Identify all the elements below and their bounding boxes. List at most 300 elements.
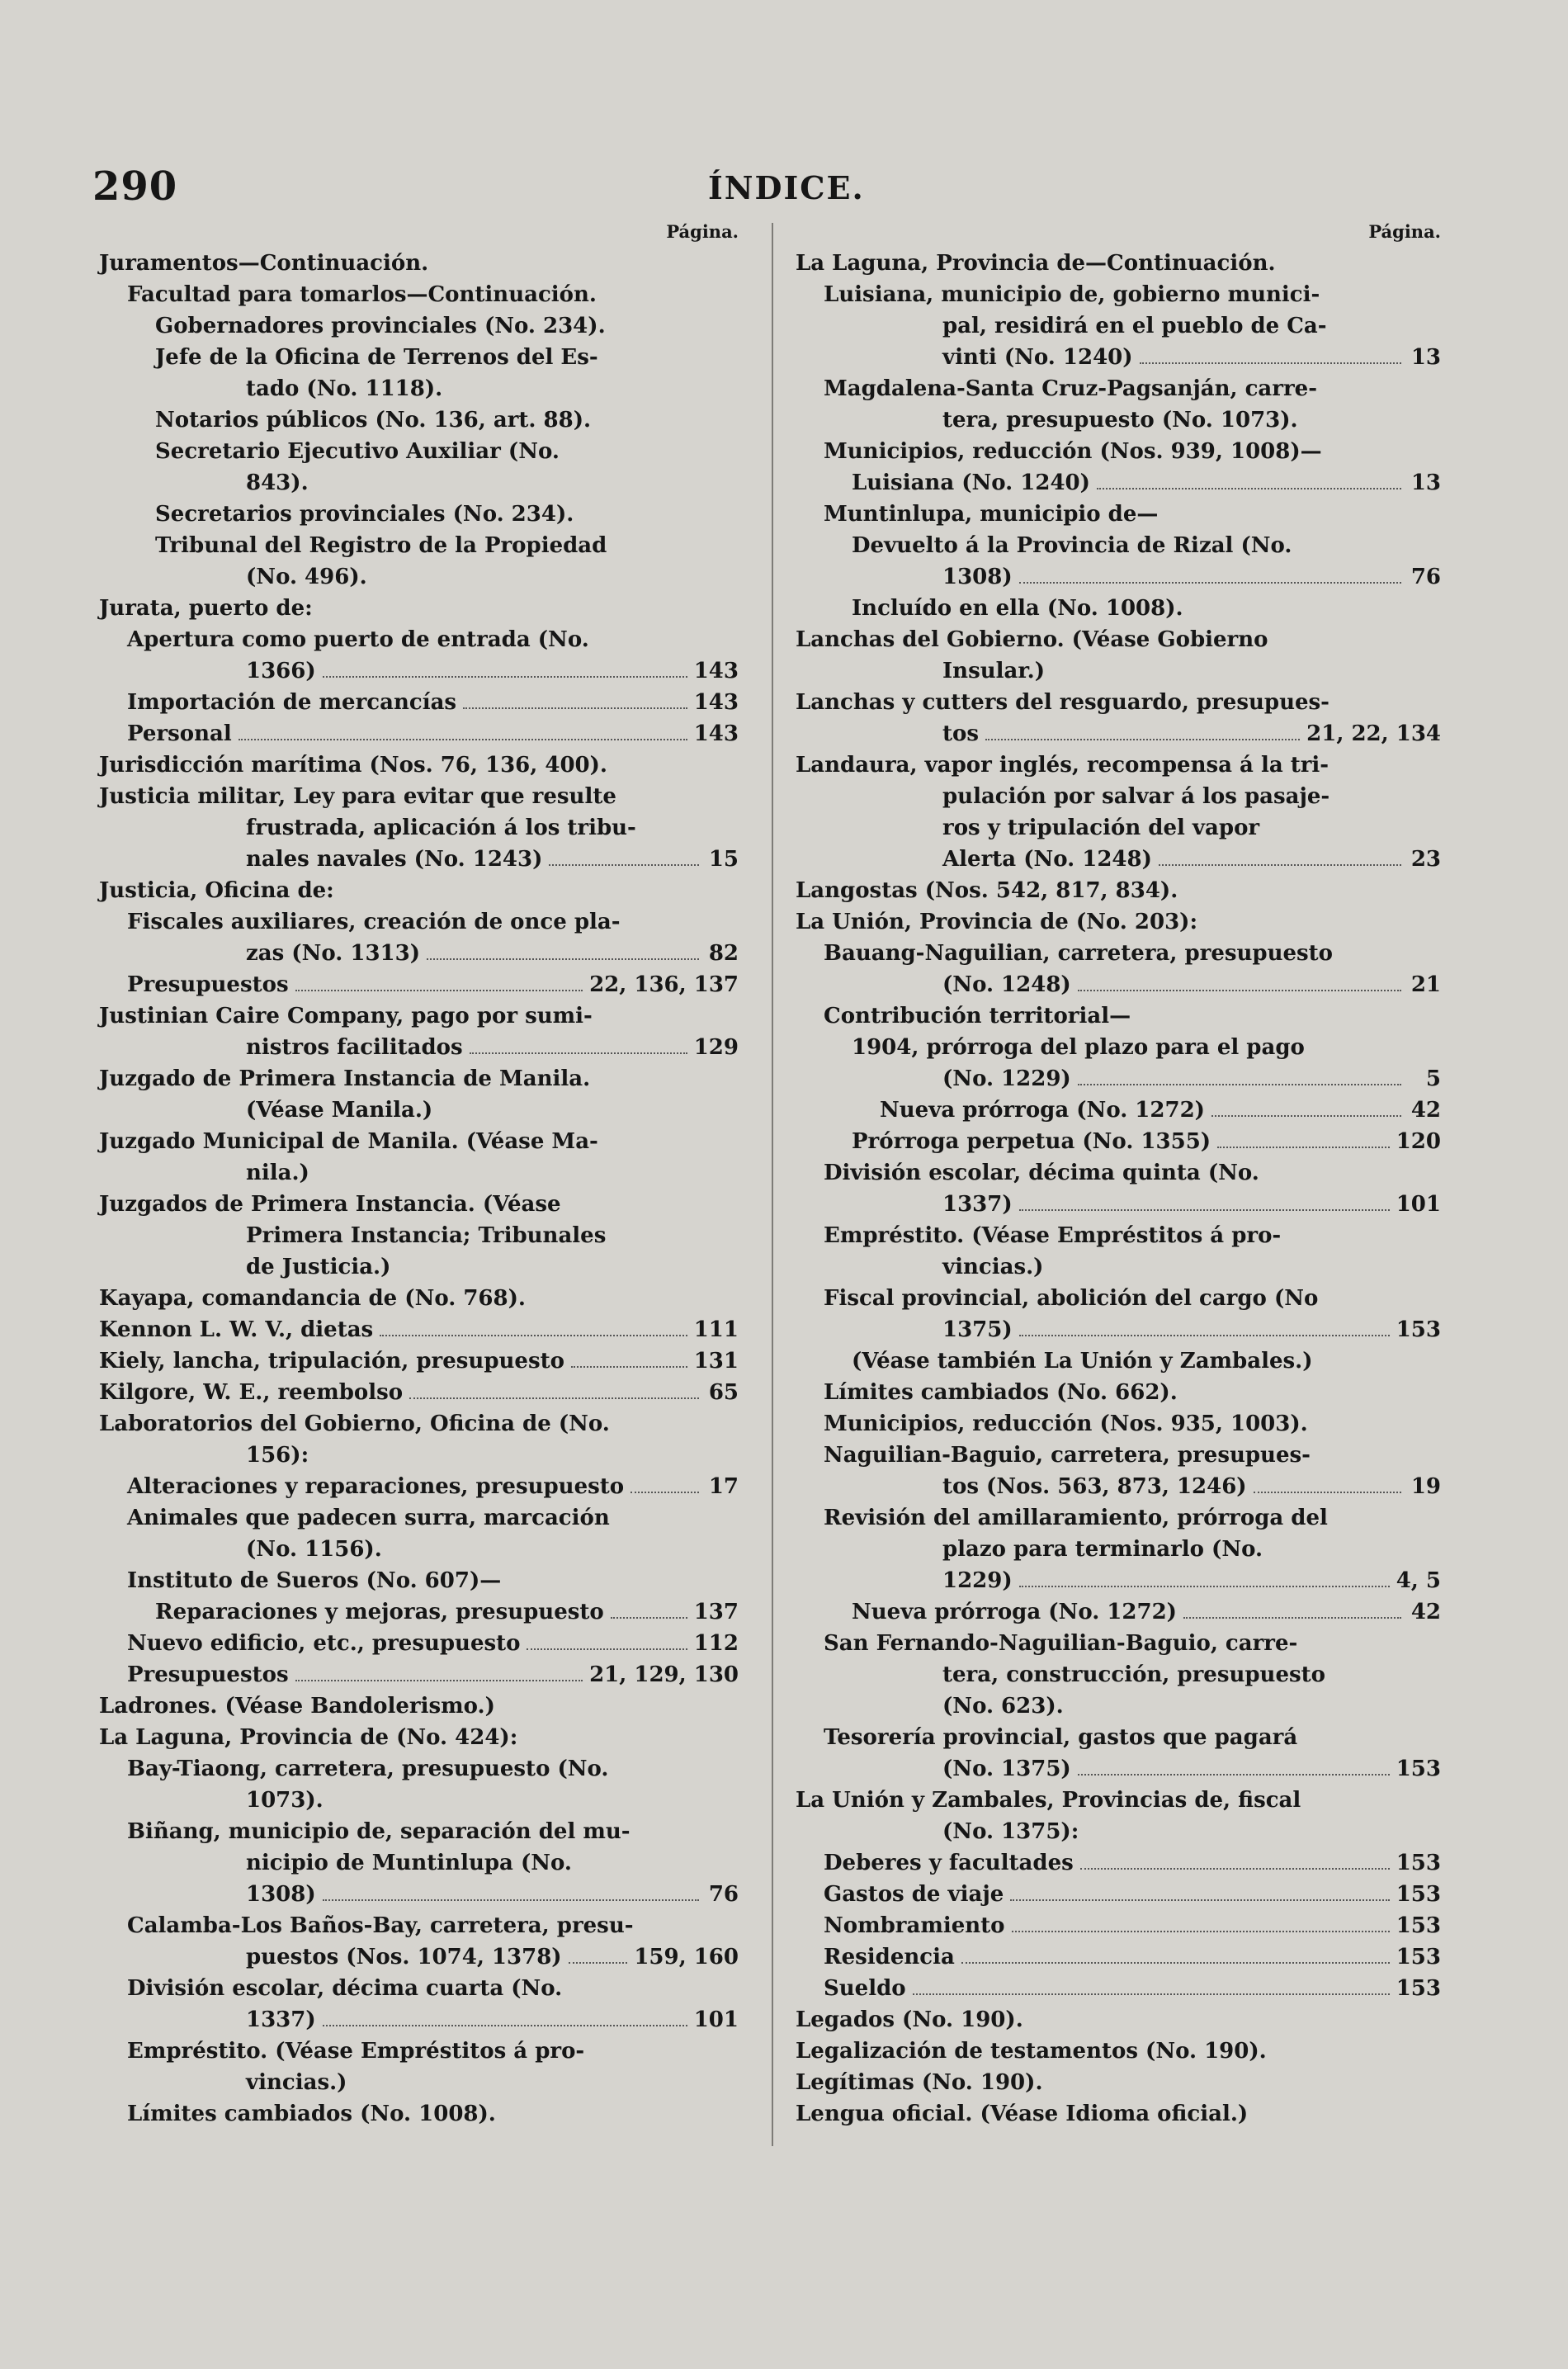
dot-leader (571, 1365, 687, 1368)
index-line (99, 1220, 739, 1251)
page-reference: 21, 129, 130 (589, 1662, 739, 1687)
index-line-text: Municipios, reducción (Nos. 939, 1008)— (824, 439, 1322, 464)
index-line (796, 2004, 1441, 2036)
index-line (796, 404, 1441, 436)
index-line (796, 248, 1441, 279)
dot-leader (409, 1397, 699, 1399)
index-line (99, 844, 739, 875)
index-line-text: Biñang, municipio de, separación del mu- (127, 1819, 631, 1844)
page-reference: 76 (708, 1882, 739, 1907)
page-number: 290 (92, 163, 178, 210)
index-line-text: Juzgado Municipal de Manila. (Véase Ma- (99, 1129, 598, 1154)
index-line (99, 1471, 739, 1502)
index-line (99, 2067, 739, 2098)
index-line-text: 1308) (942, 565, 1013, 589)
index-line (796, 781, 1441, 812)
index-line-text: Instituto de Sueros (No. 607)— (127, 1568, 502, 1593)
index-line (796, 342, 1441, 373)
index-line (99, 1440, 739, 1471)
index-line-text: Naguilian-Baguio, carretera, presupues- (824, 1443, 1311, 1468)
index-line-text: plazo para terminarlo (No. (942, 1537, 1263, 1562)
page-reference: 15 (708, 847, 739, 872)
index-line (99, 1941, 739, 1973)
index-line-text: zas (No. 1313) (246, 941, 421, 966)
index-line (99, 1534, 739, 1565)
index-line (796, 1189, 1441, 1220)
index-line-text: (No. 1248) (942, 972, 1071, 997)
page-reference: 129 (693, 1035, 739, 1060)
index-line-text: Devuelto á la Provincia de Rizal (No. (852, 533, 1292, 558)
index-line-text: 1073). (246, 1788, 324, 1813)
index-line (796, 2098, 1441, 2130)
index-line (796, 1941, 1441, 1973)
index-line-text: Luisiana, municipio de, gobierno munici- (824, 282, 1320, 307)
page-reference: 137 (693, 1600, 739, 1624)
index-line-text: Nombramiento (824, 1913, 1005, 1938)
index-line-text: Lengua oficial. (Véase Idioma oficial.) (796, 2102, 1249, 2126)
index-line-text: pal, residirá en el pueblo de Ca- (942, 314, 1327, 338)
dot-leader (239, 738, 687, 740)
index-line (796, 1722, 1441, 1753)
index-line (99, 1753, 739, 1785)
pagina-label: Página. (1368, 221, 1441, 242)
index-line-text: Ladrones. (Véase Bandolerismo.) (99, 1694, 495, 1719)
dot-leader (323, 675, 687, 678)
index-line (99, 1785, 739, 1816)
index-line (99, 593, 739, 624)
index-line (99, 875, 739, 906)
index-line (796, 906, 1441, 938)
page-reference: 143 (693, 721, 739, 746)
index-line-text: Justicia, Oficina de: (99, 878, 334, 903)
index-line (99, 781, 739, 812)
dot-leader (913, 1993, 1390, 1995)
index-line-text: Landaura, vapor inglés, recompensa á la tri- (796, 753, 1329, 778)
index-line (99, 969, 739, 1000)
index-line (796, 1408, 1441, 1440)
index-line (99, 624, 739, 655)
index-line-text: Alteraciones y reparaciones, presupuesto (127, 1474, 625, 1499)
index-line-text: 1904, prórroga del plazo para el pago (852, 1035, 1305, 1060)
index-line-text: vincias.) (942, 1255, 1044, 1279)
index-line-text: Revisión del amillaramiento, prórroga del (824, 1506, 1328, 1530)
index-line (796, 1157, 1441, 1189)
index-line (796, 467, 1441, 499)
index-line-text: Incluído en ella (No. 1008). (852, 596, 1183, 621)
index-line-text: 1308) (246, 1882, 316, 1907)
dot-leader (569, 1961, 628, 1964)
index-line (99, 1000, 739, 1032)
index-line (99, 248, 739, 279)
index-line-text: Bauang-Naguilian, carretera, presupuesto (824, 941, 1334, 966)
index-line (99, 1377, 739, 1408)
index-line-text: Prórroga perpetua (No. 1355) (852, 1129, 1211, 1154)
index-line (796, 1471, 1441, 1502)
index-line-text: 1366) (246, 659, 316, 683)
index-line-text: Apertura como puerto de entrada (No. (127, 627, 589, 652)
page-reference: 111 (693, 1317, 739, 1342)
index-line-text: vincias.) (246, 2070, 347, 2095)
index-line (796, 1785, 1441, 1816)
page-reference: 143 (693, 659, 739, 683)
index-line (99, 812, 739, 844)
index-line-text: Gastos de viaje (824, 1882, 1004, 1907)
index-line-text: Primera Instancia; Tribunales (246, 1223, 607, 1248)
index-line (99, 1973, 739, 2004)
dot-leader (323, 1899, 699, 1901)
index-line-text: Luisiana (No. 1240) (852, 470, 1090, 495)
index-line (796, 969, 1441, 1000)
page-reference: 153 (1396, 1913, 1441, 1938)
index-line (796, 718, 1441, 749)
index-line-text: Legalización de testamentos (No. 190). (796, 2039, 1267, 2064)
dot-leader (1217, 1146, 1390, 1148)
dot-leader (295, 989, 583, 991)
index-line (796, 938, 1441, 969)
dot-leader (1012, 1930, 1390, 1932)
index-line-text: Presupuestos (127, 1662, 289, 1687)
dot-leader (470, 1052, 687, 1054)
index-line-text: (No. 1375): (942, 1819, 1079, 1844)
index-line-text: Empréstito. (Véase Empréstitos á pro- (127, 2039, 585, 2064)
index-line-text: Secretarios provinciales (No. 234). (155, 502, 574, 527)
index-line (796, 1440, 1441, 1471)
index-line-text: tera, construcción, presupuesto (942, 1662, 1325, 1687)
index-line-text: Kayapa, comandancia de (No. 768). (99, 1286, 526, 1311)
index-line-text: Kilgore, W. E., reembolso (99, 1380, 404, 1405)
page-reference: 76 (1410, 565, 1441, 589)
index-line (99, 2098, 739, 2130)
page-reference: 23 (1410, 847, 1441, 872)
index-line-text: puestos (Nos. 1074, 1378) (246, 1945, 562, 1969)
index-line (796, 687, 1441, 718)
index-line (99, 467, 739, 499)
index-line (796, 812, 1441, 844)
index-line-text: Tesorería provincial, gastos que pagará (824, 1725, 1298, 1750)
index-line (796, 310, 1441, 342)
index-line-text: (No. 1229) (942, 1066, 1071, 1091)
index-line-text: San Fernando-Naguilian-Baguio, carre- (824, 1631, 1298, 1656)
dot-leader (1080, 1867, 1390, 1870)
index-line (99, 1722, 739, 1753)
page-reference: 5 (1425, 1066, 1441, 1091)
index-line (796, 1283, 1441, 1314)
index-line (796, 1847, 1441, 1879)
dot-leader (961, 1961, 1390, 1964)
page-reference: 153 (1396, 1757, 1441, 1781)
dot-leader (1078, 1773, 1390, 1776)
index-line-text: Juzgados de Primera Instancia. (Véase (99, 1192, 561, 1217)
dot-leader (1019, 1585, 1390, 1587)
dot-leader (1019, 581, 1401, 584)
index-line-text: vinti (No. 1240) (942, 345, 1133, 370)
index-line (796, 1596, 1441, 1628)
index-line (99, 530, 739, 561)
index-line-text: Jurata, puerto de: (99, 596, 313, 621)
index-line-text: La Laguna, Provincia de—Continuación. (796, 251, 1276, 276)
index-line (99, 404, 739, 436)
index-line (796, 875, 1441, 906)
page-reference: 101 (693, 2007, 739, 2032)
page-reference: 22, 136, 137 (589, 972, 739, 997)
dot-leader (1211, 1114, 1401, 1117)
index-line-text: Juzgado de Primera Instancia de Manila. (99, 1066, 591, 1091)
page-reference: 42 (1410, 1600, 1441, 1624)
page-reference: 112 (693, 1631, 739, 1656)
index-line-text: pulación por salvar á los pasaje- (942, 784, 1330, 809)
index-line (99, 1847, 739, 1879)
page-reference: 101 (1396, 1192, 1441, 1217)
dot-leader (1010, 1899, 1389, 1901)
index-line-text: nales navales (No. 1243) (246, 847, 543, 872)
index-line (99, 1659, 739, 1690)
index-line-text: tado (No. 1118). (246, 376, 443, 401)
index-line-text: Personal (127, 721, 232, 746)
index-line-text: Gobernadores provinciales (No. 234). (155, 314, 606, 338)
index-line-text: frustrada, aplicación á los tribu- (246, 816, 636, 840)
dot-leader (1078, 989, 1401, 991)
index-line (99, 1189, 739, 1220)
index-line-text: Juramentos—Continuación. (99, 251, 429, 276)
index-line (796, 1000, 1441, 1032)
index-line (99, 655, 739, 687)
index-line-text: La Laguna, Provincia de (No. 424): (99, 1725, 518, 1750)
page-reference: 13 (1410, 470, 1441, 495)
dot-leader (463, 707, 687, 709)
index-line-text: Empréstito. (Véase Empréstitos á pro- (824, 1223, 1282, 1248)
pagina-label: Página. (666, 221, 739, 242)
index-line-text: Deberes y facultades (824, 1851, 1074, 1875)
index-line (796, 436, 1441, 467)
index-line-text: Legados (No. 190). (796, 2007, 1023, 2032)
index-line-text: Legítimas (No. 190). (796, 2070, 1043, 2095)
index-line-text: Kennon L. W. V., dietas (99, 1317, 374, 1342)
right-entries (796, 248, 1441, 2130)
index-line-text: La Unión, Provincia de (No. 203): (796, 910, 1198, 934)
index-line (796, 2036, 1441, 2067)
index-line (796, 1879, 1441, 1910)
dot-leader (1078, 1083, 1401, 1085)
index-line (99, 279, 739, 310)
index-line-text: (No. 1156). (246, 1537, 382, 1562)
index-line (99, 1565, 739, 1596)
page-reference: 19 (1410, 1474, 1441, 1499)
dot-leader (527, 1648, 687, 1650)
page-reference: 153 (1396, 1945, 1441, 1969)
index-line-text: 843). (246, 470, 309, 495)
index-line (796, 655, 1441, 687)
index-line-text: División escolar, décima cuarta (No. (127, 1976, 563, 2001)
index-line (796, 373, 1441, 404)
left-column (99, 221, 739, 2130)
index-line-text: Secretario Ejecutivo Auxiliar (No. (155, 439, 560, 464)
index-line (796, 1565, 1441, 1596)
index-line-text: Contribución territorial— (824, 1004, 1131, 1028)
index-line-text: (No. 623). (942, 1694, 1064, 1719)
index-line (99, 1408, 739, 1440)
index-line-text: (No. 1375) (942, 1757, 1071, 1781)
index-line (99, 2004, 739, 2036)
index-line-text: Justicia militar, Ley para evitar que resulte (99, 784, 616, 809)
index-line (796, 624, 1441, 655)
index-line-text: Nueva prórroga (No. 1272) (880, 1098, 1205, 1123)
index-line (99, 436, 739, 467)
index-line-text: 1337) (942, 1192, 1013, 1217)
page-reference: 159, 160 (634, 1945, 739, 1969)
dot-leader (1159, 863, 1401, 866)
index-line-text: Fiscal provincial, abolición del cargo (No (824, 1286, 1319, 1311)
index-line-text: Muntinlupa, municipio de— (824, 502, 1159, 527)
index-line-text: Magdalena-Santa Cruz-Pagsanján, carre- (824, 376, 1318, 401)
page-reference: 4, 5 (1396, 1568, 1441, 1593)
index-line (796, 499, 1441, 530)
index-line-text: Langostas (Nos. 542, 817, 834). (796, 878, 1178, 903)
dot-leader (1019, 1208, 1390, 1211)
dot-leader (1019, 1334, 1390, 1336)
index-line-text: (Véase también La Unión y Zambales.) (852, 1349, 1313, 1374)
index-line-text: 1229) (942, 1568, 1013, 1593)
index-line-text: Sueldo (824, 1976, 906, 2001)
index-line-text: Nuevo edificio, etc., presupuesto (127, 1631, 521, 1656)
index-line (99, 1251, 739, 1283)
page-reference: 21 (1410, 972, 1441, 997)
index-line-text: Límites cambiados (No. 662). (824, 1380, 1178, 1405)
index-line-text: Justinian Caire Company, pago por sumi- (99, 1004, 593, 1028)
index-line (99, 1126, 739, 1157)
dot-leader (1183, 1616, 1401, 1619)
dot-leader (427, 958, 699, 960)
index-line-text: (Véase Manila.) (246, 1098, 433, 1123)
index-line-text: 1375) (942, 1317, 1013, 1342)
index-line (796, 1973, 1441, 2004)
index-line (796, 1534, 1441, 1565)
index-line-text: tos (942, 721, 979, 746)
index-line-text: Jefe de la Oficina de Terrenos del Es- (155, 345, 598, 370)
index-line-text: ros y tripulación del vapor (942, 816, 1260, 840)
running-head: ÍNDICE. (708, 169, 865, 206)
index-line (796, 1251, 1441, 1283)
index-line-text: de Justicia.) (246, 1255, 391, 1279)
right-column (796, 221, 1441, 2130)
index-line (99, 373, 739, 404)
index-line (99, 342, 739, 373)
index-line (99, 1502, 739, 1534)
index-line (99, 1910, 739, 1941)
index-line (796, 1910, 1441, 1941)
index-line (99, 1157, 739, 1189)
index-line (99, 1032, 739, 1063)
index-line (99, 938, 739, 969)
index-line-text: Insular.) (942, 659, 1045, 683)
index-line-text: nistros facilitados (246, 1035, 463, 1060)
dot-leader (323, 2024, 687, 2026)
index-line-text: nicipio de Muntinlupa (No. (246, 1851, 572, 1875)
index-line-text: Lanchas y cutters del resguardo, presupues- (796, 690, 1329, 715)
index-line (99, 749, 739, 781)
page-reference: 120 (1396, 1129, 1441, 1154)
index-line (796, 1345, 1441, 1377)
index-line (99, 1283, 739, 1314)
index-line-text: Alerta (No. 1248) (942, 847, 1152, 872)
index-line-text: Facultad para tomarlos—Continuación. (127, 282, 597, 307)
index-line (796, 1502, 1441, 1534)
index-line (99, 1596, 739, 1628)
index-line-text: (No. 496). (246, 565, 367, 589)
index-line (99, 499, 739, 530)
index-line (99, 906, 739, 938)
index-line (99, 1628, 739, 1659)
index-line-text: Fiscales auxiliares, creación de once pla- (127, 910, 621, 934)
index-line-text: Notarios públicos (No. 136, art. 88). (155, 408, 592, 433)
index-line-text: Kiely, lancha, tripulación, presupuesto (99, 1349, 564, 1374)
index-line-text: Animales que padecen surra, marcación (127, 1506, 610, 1530)
index-line (99, 310, 739, 342)
index-line (796, 1690, 1441, 1722)
index-line-text: Municipios, reducción (Nos. 935, 1003). (824, 1411, 1308, 1436)
index-line (99, 1690, 739, 1722)
dot-leader (1097, 487, 1401, 489)
index-line-text: Tribunal del Registro de la Propiedad (155, 533, 607, 558)
page-reference: 153 (1396, 1976, 1441, 2001)
index-line (99, 718, 739, 749)
dot-leader (1140, 362, 1401, 364)
index-line (796, 1032, 1441, 1063)
page-reference: 17 (708, 1474, 739, 1499)
index-line-text: tos (Nos. 563, 873, 1246) (942, 1474, 1247, 1499)
page-reference: 131 (693, 1349, 739, 1374)
page-reference: 21, 22, 134 (1306, 721, 1441, 746)
page-reference: 13 (1410, 345, 1441, 370)
index-line (796, 1126, 1441, 1157)
index-line-text: Residencia (824, 1945, 955, 1969)
index-line-text: División escolar, décima quinta (No. (824, 1161, 1259, 1185)
index-line-text: Jurisdicción marítima (Nos. 76, 136, 400). (99, 753, 607, 778)
index-line (796, 279, 1441, 310)
index-line (99, 561, 739, 593)
index-line (796, 1816, 1441, 1847)
index-line (796, 593, 1441, 624)
index-line (99, 1816, 739, 1847)
dot-leader (549, 863, 699, 866)
page-reference: 42 (1410, 1098, 1441, 1123)
index-line (99, 2036, 739, 2067)
index-line-text: Laboratorios del Gobierno, Oficina de (No. (99, 1411, 610, 1436)
dot-leader (1254, 1491, 1401, 1493)
left-entries (99, 248, 739, 2130)
page-reference: 153 (1396, 1851, 1441, 1875)
index-line-text: 1337) (246, 2007, 316, 2032)
dot-leader (631, 1491, 699, 1493)
index-line (796, 1220, 1441, 1251)
index-line (796, 1753, 1441, 1785)
index-line-text: tera, presupuesto (No. 1073). (942, 408, 1298, 433)
index-line (99, 1314, 739, 1345)
column-divider (772, 223, 773, 2146)
page-reference: 65 (708, 1380, 739, 1405)
index-line-text: Lanchas del Gobierno. (Véase Gobierno (796, 627, 1268, 652)
dot-leader (380, 1334, 687, 1336)
page-reference: 143 (693, 690, 739, 715)
index-line (796, 1095, 1441, 1126)
index-line-text: Reparaciones y mejoras, presupuesto (155, 1600, 604, 1624)
index-line-text: Calamba-Los Baños-Bay, carretera, presu- (127, 1913, 634, 1938)
index-line (796, 2067, 1441, 2098)
index-line (796, 1377, 1441, 1408)
index-line (796, 530, 1441, 561)
index-line (99, 1345, 739, 1377)
index-line-text: 156): (246, 1443, 309, 1468)
index-line (796, 749, 1441, 781)
